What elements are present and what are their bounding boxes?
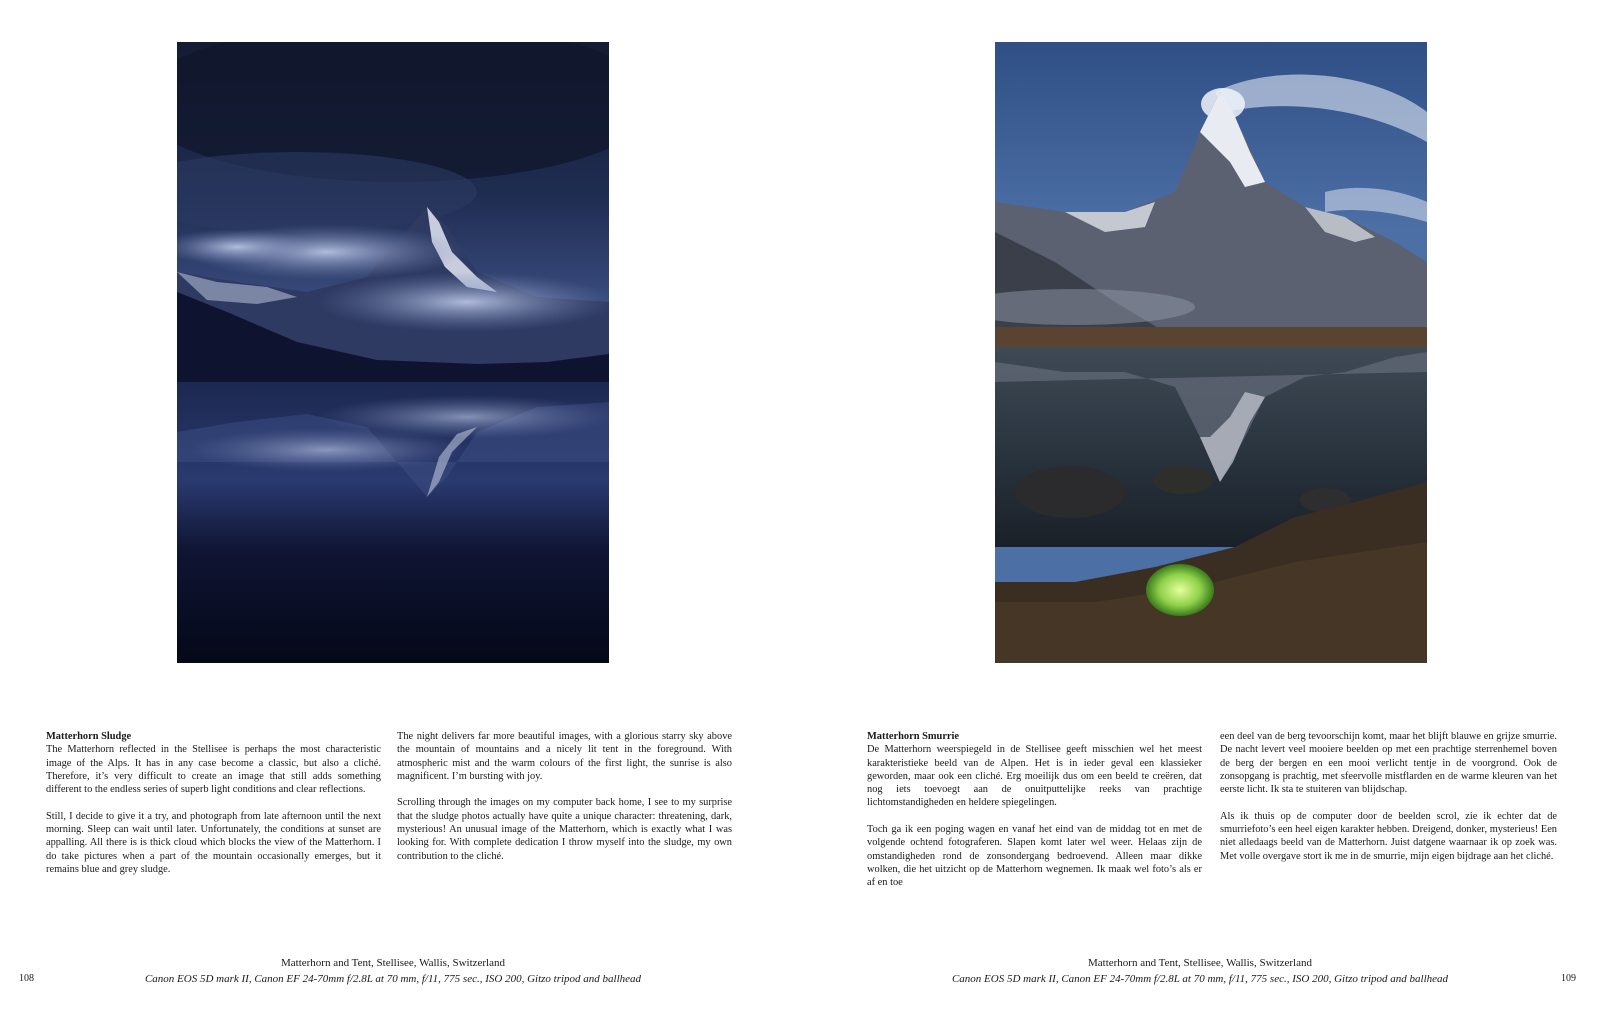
- right-text-column-2: [1220, 730, 1557, 876]
- left-paragraph: The night delivers far more beautiful images, with a glorious starry sky above the mountain of mountains and a nicely lit tent in the foreground. With atmospheric mist and the warm colours of the first light, the sunrise is also magnificent. I’m bursting with joy.: [397, 731, 732, 782]
- matterhorn-sludge-image: [177, 42, 609, 663]
- left-caption-details: Canon EOS 5D mark II, Canon EF 24-70mm f/2.8L at 70 mm, f/11, 775 sec., ISO 200, Gitzo tripod and ballhead: [144, 973, 642, 985]
- left-caption-title: Matterhorn and Tent, Stellisee, Wallis, Switzerland: [280, 957, 505, 969]
- right-caption-title: Matterhorn and Tent, Stellisee, Wallis, Switzerland: [1087, 957, 1312, 969]
- right-heading: Matterhorn Smurrie: [867, 731, 960, 742]
- left-text-column-1: [46, 730, 381, 890]
- matterhorn-tent-image: [995, 42, 1427, 663]
- right-page-number: 109: [1561, 973, 1576, 984]
- right-paragraph: De Matterhorn weerspiegeld in de Stellisee geeft misschien wel het meest karakteristieke beeld van de Alpen. Het is in ieder geval een klassieker geworden, maar ook een cliché. Erg moeilijk dus om een beeld te creëren, dat nog iets toevoegt aan de onuitputtelijke reeks van prachtige lichtomstandigheden en heldere spiegelingen.: [867, 744, 1202, 809]
- left-paragraph: The Matterhorn reflected in the Stellisee is perhaps the most characteristic image of the Alps. It has in any case become a classic, but also a cliché. Therefore, it’s very difficult to create an image that still adds something different to the endless series of superb light conditions and clear reflections.: [46, 744, 381, 796]
- right-paragraph: een deel van de berg tevoorschijn komt, maar het blijft blauwe en grijze smurrie. De nacht levert veel mooiere beelden op met een prachtige sterrenhemel boven de berg der bergen en een mooi verlicht tentje in de voorgrond. Ook de zonsopgang is prachtig, met sfeervolle mistflarden en de warme kleuren van het eerste licht. Ik sta te stuiteren van blijdschap.: [1220, 731, 1557, 796]
- left-paragraph: Scrolling through the images on my computer back home, I see to my surprise that the sludge photos actually have quite a unique character: threatening, dark, mysterious! An unusual image of the Matterhorn, which is exactly what I was looking for. With complete dedication I throw myself into the sludge, my own contribution to the cliché.: [397, 797, 732, 862]
- right-paragraph: Als ik thuis op de computer door de beelden scrol, zie ik echter dat de smurriefoto’s een heel eigen karakter hebben. Dreigend, donker, mysterieus! Een niet alledaags beeld van de Matterhorn. Juist datgene waarnaar ik op zoek was. Met volle overgave stort ik me in de smurrie, mijn eigen bijdrage aan het cliché.: [1220, 810, 1557, 862]
- right-caption-details: Canon EOS 5D mark II, Canon EF 24-70mm f/2.8L at 70 mm, f/11, 775 sec., ISO 200, Gitzo tripod and ballhead: [951, 973, 1449, 985]
- left-page-number: 108: [19, 973, 34, 984]
- right-text-column-1: [867, 730, 1202, 903]
- matterhorn-sludge-photo: [177, 42, 609, 663]
- left-paragraph: Still, I decide to give it a try, and photograph from late afternoon until the next morning. Sleep can wait until later. Unfortunately, the conditions at sunset are appalling. All there is is thick cloud which blocks the view of the Matterhorn. I do take pictures when a part of the mountain occasionally emerges, but it remains blue and grey sludge.: [46, 810, 381, 875]
- left-heading: Matterhorn Sludge: [46, 731, 132, 742]
- right-caption: [800, 955, 1600, 987]
- tent-icon: [1146, 564, 1214, 616]
- left-caption: [0, 955, 793, 987]
- right-paragraph: Toch ga ik een poging wagen en vanaf het eind van de middag tot en met de volgende ochtend fotograferen. Slapen komt later wel weer. Helaas zijn de omstandigheden rond de zonsondergang bedroevend. Alleen maar dikke wolken, die het uitzicht op de Matterhorn wegnemen. Ik maak wel foto’s als er af en toe: [867, 824, 1202, 889]
- right-page: [800, 0, 1600, 1015]
- left-text-column-2: [397, 730, 732, 876]
- matterhorn-tent-photo: [995, 42, 1427, 663]
